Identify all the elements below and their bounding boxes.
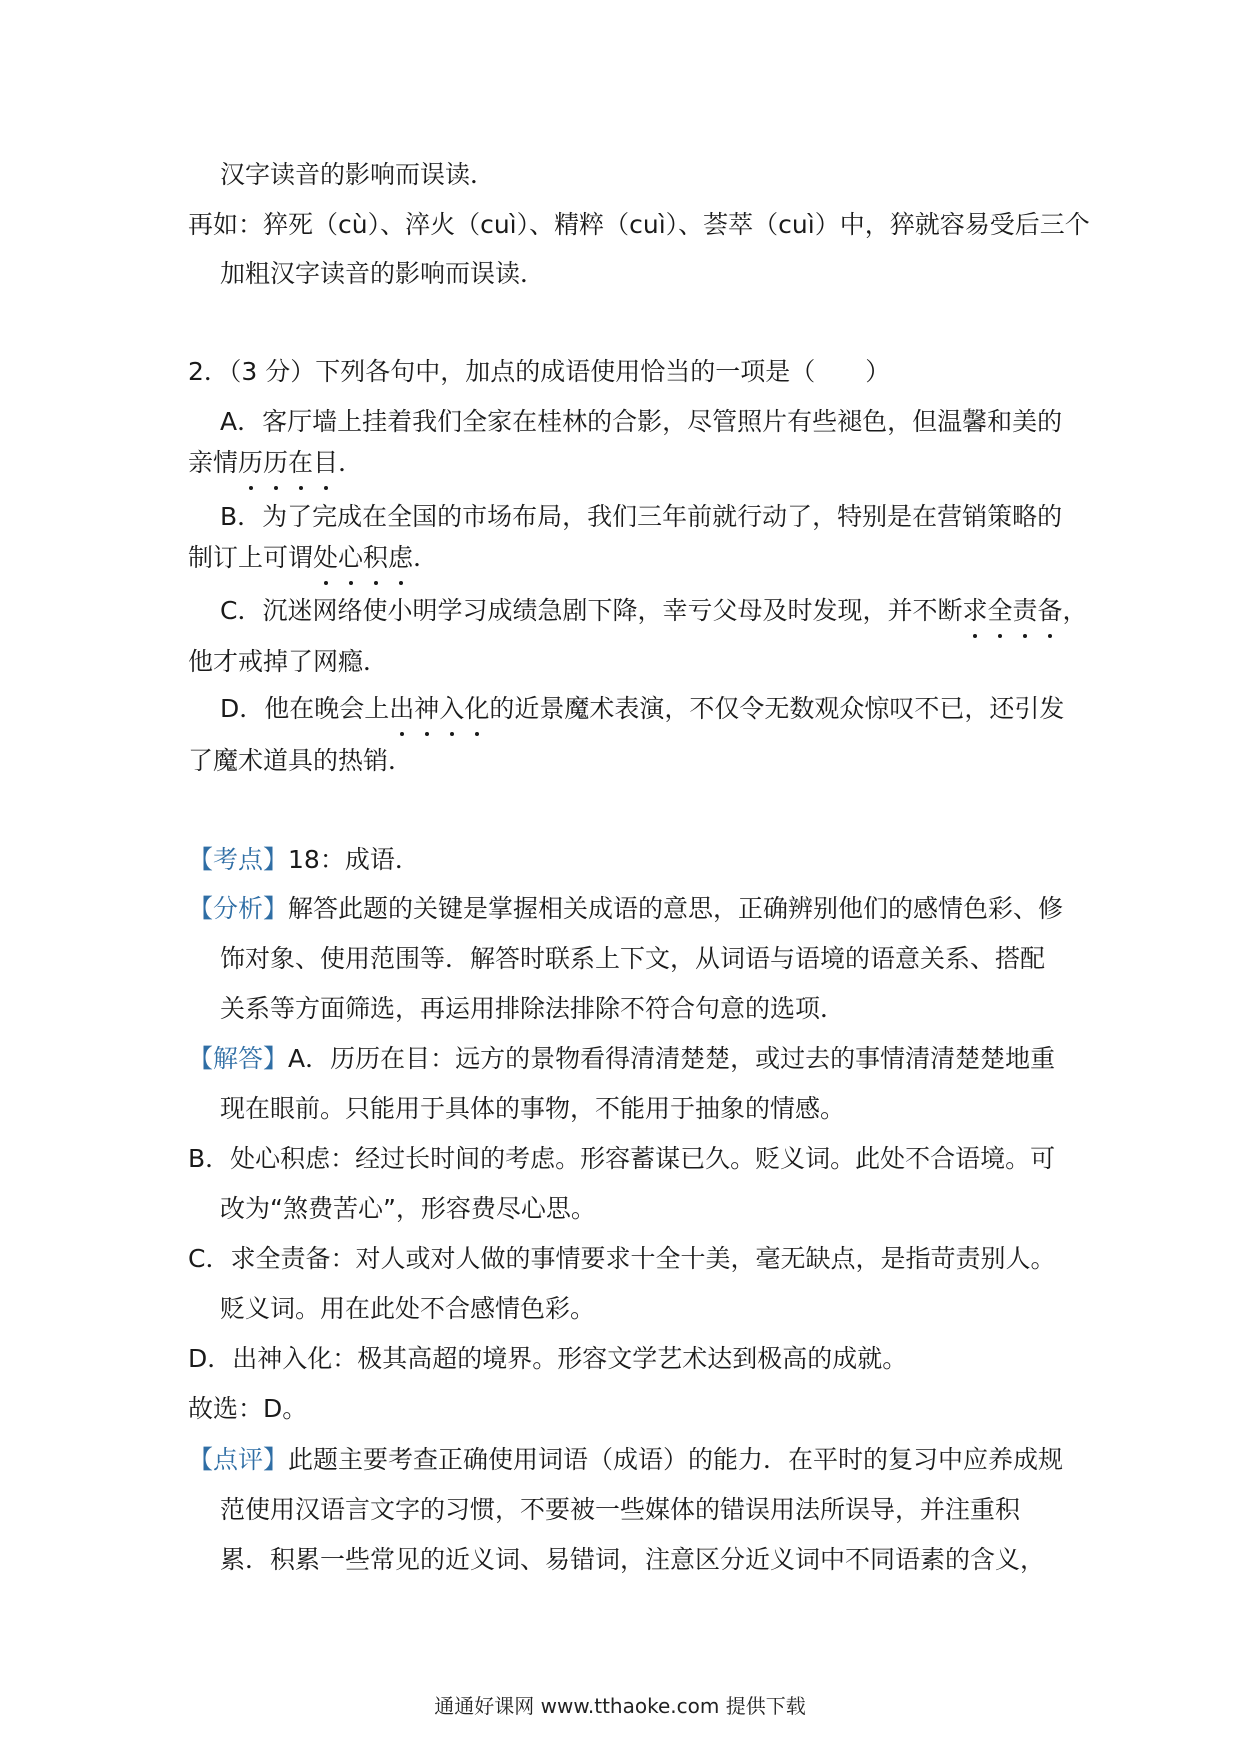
jieda-line: C．求全责备：对人或对人做的事情要求十全十美，毫无缺点，是指苛责别人。 bbox=[188, 1244, 1056, 1273]
emphasized-char: 备 bbox=[1038, 594, 1063, 628]
emphasized-char: 历 bbox=[238, 446, 263, 480]
emphasized-char: 责 bbox=[1013, 594, 1038, 628]
option-d-line: 了魔术道具的热销． bbox=[188, 746, 414, 775]
option-b-line: B．为了完成在全国的市场布局，我们三年前就行动了，特别是在营销策略的 bbox=[220, 502, 1063, 531]
dianping-line: 范使用汉语言文字的习惯，不要被一些媒体的错误用法所误导，并注重积 bbox=[220, 1495, 1021, 1524]
jieda-tag: 【解答】 bbox=[188, 1044, 289, 1073]
fenxi-line: 【分析】解答此题的关键是掌握相关成语的意思，正确辨别他们的感情色彩、修 bbox=[188, 894, 1064, 923]
option-d-line: D．他在晚会上出神入化的近景魔术表演，不仅令无数观众惊叹不已，还引发 bbox=[220, 692, 1064, 726]
text-line: 加粗汉字读音的影响而误读． bbox=[220, 259, 546, 288]
option-b-line: 制订上可谓处心积虑． bbox=[188, 541, 438, 575]
emphasized-char: 出 bbox=[389, 692, 414, 726]
jieda-line: 现在眼前。只能用于具体的事物，不能用于抽象的情感。 bbox=[220, 1094, 846, 1123]
emphasized-char: 在 bbox=[288, 446, 313, 480]
jieda-line: B．处心积虑：经过长时间的考虑。形容蓄谋已久。贬义词。此处不合语境。可 bbox=[188, 1144, 1056, 1173]
emphasized-char: 积 bbox=[363, 541, 388, 575]
kaodian-tag: 【考点】 bbox=[188, 845, 289, 874]
emphasized-char: 处 bbox=[313, 541, 338, 575]
answer-line: 故选：D。 bbox=[188, 1394, 308, 1423]
fenxi-line: 关系等方面筛选，再运用排除法排除不符合句意的选项． bbox=[220, 994, 846, 1023]
emphasized-char: 求 bbox=[962, 594, 987, 628]
text-line: 汉字读音的影响而误读． bbox=[220, 160, 496, 189]
emphasized-char: 化 bbox=[464, 692, 489, 726]
fenxi-tag: 【分析】 bbox=[188, 894, 289, 923]
option-a-line: A．客厅墙上挂着我们全家在桂林的合影，尽管照片有些褪色，但温馨和美的 bbox=[220, 407, 1063, 436]
emphasized-char: 历 bbox=[263, 446, 288, 480]
emphasized-char: 目 bbox=[313, 446, 338, 480]
jieda-line: 贬义词。用在此处不合感情色彩。 bbox=[220, 1294, 596, 1323]
emphasized-char: 虑 bbox=[388, 541, 413, 575]
dianping-tag: 【点评】 bbox=[188, 1445, 289, 1474]
emphasized-char: 全 bbox=[987, 594, 1012, 628]
kaodian-line: 【考点】18：成语． bbox=[188, 845, 420, 874]
option-a-line: 亲情历历在目． bbox=[188, 446, 363, 480]
jieda-line: D．出神入化：极其高超的境界。形容文学艺术达到极高的成就。 bbox=[188, 1344, 908, 1373]
dianping-line: 【点评】此题主要考查正确使用词语（成语）的能力．在平时的复习中应养成规 bbox=[188, 1445, 1064, 1474]
jieda-line: 【解答】A．历历在目：远方的景物看得清清楚楚，或过去的事情清清楚楚地重 bbox=[188, 1044, 1056, 1073]
jieda-line: 改为“煞费苦心”，形容费尽心思。 bbox=[220, 1194, 596, 1223]
option-c-line: 他才戒掉了网瘾． bbox=[188, 647, 389, 676]
fenxi-line: 饰对象、使用范围等．解答时联系上下文，从词语与语境的语意关系、搭配 bbox=[220, 944, 1046, 973]
option-c-line: C．沉迷网络使小明学习成绩急剧下降，幸亏父母及时发现，并不断求全责备， bbox=[220, 594, 1088, 628]
emphasized-char: 入 bbox=[439, 692, 464, 726]
page-footer: 通通好课网 www.tthaoke.com 提供下载 bbox=[434, 1694, 806, 1718]
emphasized-char: 神 bbox=[414, 692, 439, 726]
question-stem: 2．（3 分）下列各句中，加点的成语使用恰当的一项是（ ） bbox=[188, 357, 891, 386]
emphasized-char: 心 bbox=[338, 541, 363, 575]
text-line: 再如：猝死（cù）、淬火（cuì）、精粹（cuì）、荟萃（cuì）中，猝就容易受后三个 bbox=[188, 210, 1090, 239]
dianping-line: 累．积累一些常见的近义词、易错词，注意区分近义词中不同语素的含义， bbox=[220, 1545, 1046, 1574]
